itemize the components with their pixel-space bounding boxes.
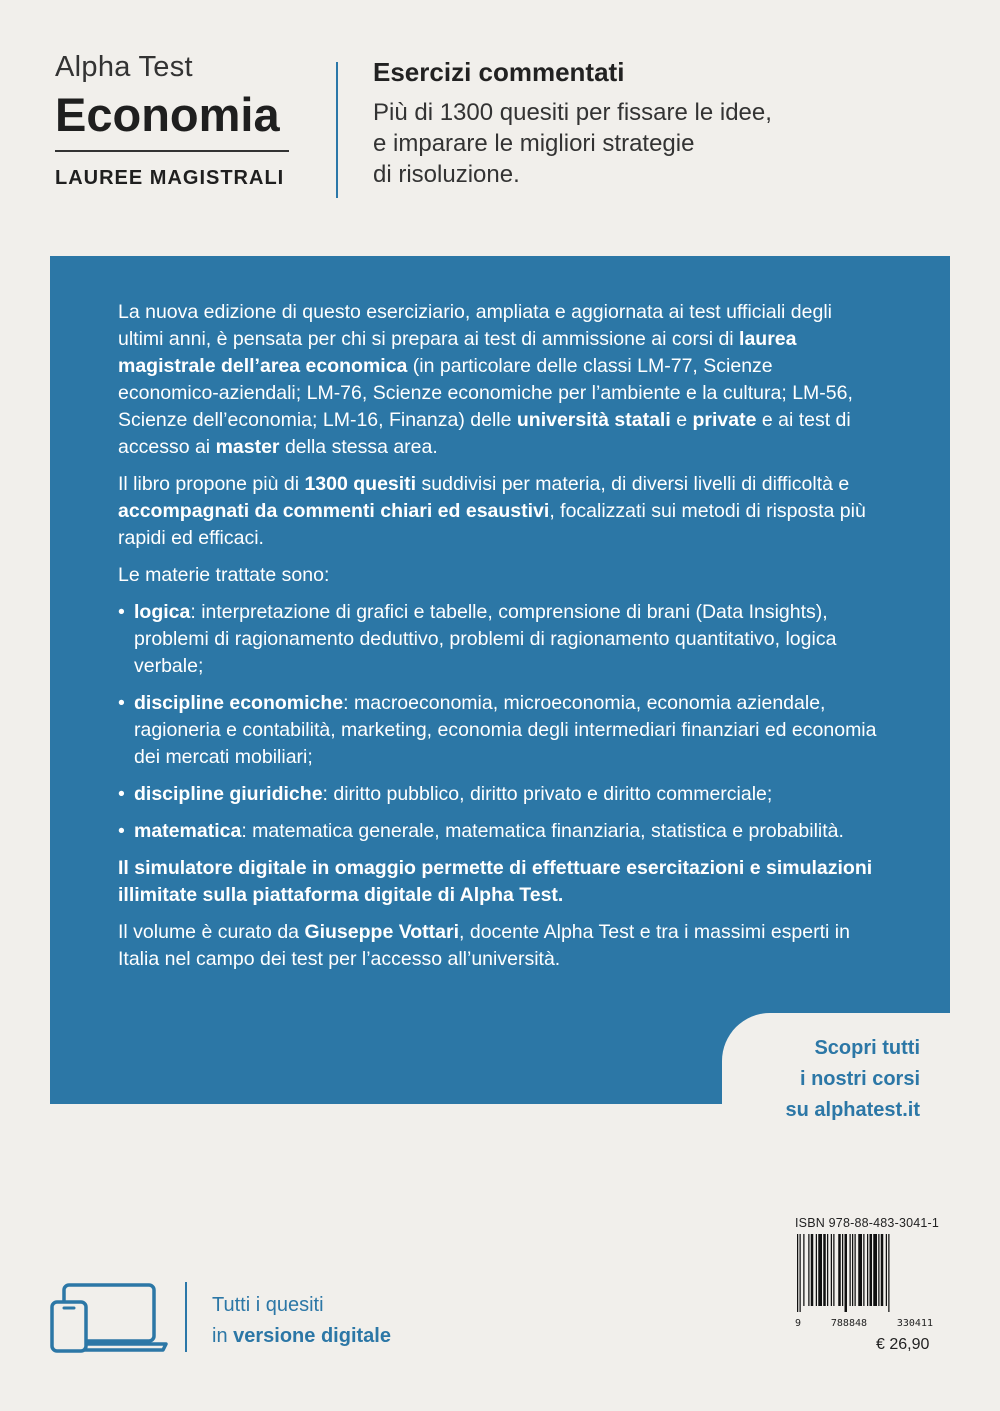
subjects-intro: Le materie trattate sono:: [118, 564, 330, 586]
barcode-digits: [795, 1318, 933, 1329]
bullet-dot: •: [118, 820, 125, 842]
list-item: [118, 781, 878, 808]
barcode-bar: [838, 1234, 841, 1306]
barcode-bar: [811, 1234, 814, 1306]
text-run: in: [212, 1325, 234, 1347]
emphasis: master: [215, 436, 280, 458]
barcode-bar: [852, 1234, 853, 1306]
digital-line: Tutti i quesiti: [212, 1294, 324, 1316]
barcode-bar: [886, 1234, 887, 1306]
emphasis: laurea magistrale dell’area economica: [118, 328, 797, 377]
barcode-bar: [870, 1234, 873, 1306]
barcode-block: [795, 1216, 945, 1329]
list-item: [118, 690, 878, 771]
tagline-line: Più di 1300 quesiti per fissare le idee,: [373, 99, 772, 126]
barcode-bar: [818, 1234, 822, 1306]
tagline-line: e imparare le migliori strategie: [373, 130, 695, 157]
text-run: La nuova edizione di questo eserciziario, ampliata e aggiornata ai test ufficiali degli ultimi anni, è pensata per chi si prepara ai test di ammissione ai corsi di: [118, 301, 832, 350]
barcode-bar: [850, 1234, 851, 1306]
text-run: , docente Alpha Test e tra i massimi esperti in Italia nel campo dei test per l’accesso all’università.: [118, 921, 850, 970]
text-run: e: [670, 409, 693, 431]
barcode-bar: [800, 1234, 801, 1312]
emphasis: università statali: [516, 409, 671, 431]
book-title: Economia: [55, 88, 280, 141]
callout-link[interactable]: su alphatest.it: [785, 1099, 920, 1121]
author-name: Giuseppe Vottari: [304, 921, 460, 943]
barcode-digit-group: 9: [795, 1318, 802, 1329]
text-run: suddivisi per materia, di diversi livelli di difficoltà e: [416, 473, 850, 495]
barcode-digit-group: 788848: [830, 1318, 868, 1329]
text-run: della stessa area.: [279, 436, 438, 458]
barcode-bar: [842, 1234, 843, 1306]
brand-block: [55, 50, 295, 190]
emphasis: private: [692, 409, 757, 431]
intro-paragraph: [118, 299, 878, 461]
website-callout[interactable]: [722, 1013, 950, 1121]
barcode-bar: [878, 1234, 879, 1306]
text-run: Il volume è curato da: [118, 921, 305, 943]
subject-description: : macroeconomia, microeconomia, economia aziendale, ragioneria e contabilità, marketing, economia degli intermediari finanziari ed economia dei mercati mobiliari;: [134, 692, 877, 768]
title-rule: [55, 150, 289, 152]
subjects-list: [118, 599, 878, 845]
barcode-bar: [855, 1234, 856, 1306]
bullet-dot: •: [118, 783, 125, 805]
footer-divider: [185, 1282, 187, 1352]
emphasis: versione digitale: [233, 1325, 391, 1347]
barcode-digit-group: 330411: [896, 1318, 933, 1329]
barcode-bar: [873, 1234, 877, 1306]
subject-description: : interpretazione di grafici e tabelle, comprensione di brani (Data Insights), problemi di ragionamento deduttivo, problemi di ragionamento quantitativo, logica verbale;: [134, 601, 837, 677]
header-divider: [336, 62, 338, 198]
barcode-bar: [816, 1234, 817, 1306]
emphasis: accompagnati da commenti chiari ed esaustivi: [118, 500, 550, 522]
subject-term: matematica: [134, 820, 242, 842]
tagline-block: [373, 55, 933, 190]
text-run: (in particolare delle classi LM-77, Scienze economico-aziendali; LM-76, Scienze economiche per l’ambiente e la cultura; LM-56, Scienze dell’economia; LM-16, Finanza) delle: [118, 355, 853, 431]
digital-version-note: [212, 1290, 391, 1352]
text-run: e ai test di accesso ai: [118, 409, 851, 458]
barcode-bar: [845, 1234, 848, 1312]
tagline-text: [373, 97, 933, 190]
isbn-number: ISBN 978-88-483-3041-1: [795, 1216, 940, 1230]
barcode-bar: [803, 1234, 804, 1306]
barcode-bar: [881, 1234, 884, 1306]
barcode-bar: [797, 1234, 798, 1312]
barcode-bar: [827, 1234, 828, 1306]
subject-term: discipline economiche: [134, 692, 344, 714]
contents-paragraph: [118, 471, 878, 552]
subject-description: : diritto pubblico, diritto privato e diritto commerciale;: [322, 783, 773, 805]
list-item: [118, 599, 878, 680]
barcode-bar: [863, 1234, 864, 1306]
callout-line: Scopri tutti: [814, 1037, 920, 1059]
bullet-dot: •: [118, 692, 125, 714]
tagline-heading: Esercizi commentati: [373, 57, 625, 87]
text-run: Il libro propone più di: [118, 473, 305, 495]
barcode-bar: [867, 1234, 868, 1306]
barcode-bar: [833, 1234, 834, 1306]
devices-icon: [50, 1282, 170, 1354]
emphasis: 1300 quesiti: [304, 473, 417, 495]
simulator-paragraph: Il simulatore digitale in omaggio permette di effettuare esercitazioni e simulazioni illimitate sulla piattaforma digitale di Alpha Test.: [118, 857, 873, 906]
subject-term: discipline giuridiche: [134, 783, 323, 805]
subject-description: : matematica generale, matematica finanziaria, statistica e probabilità.: [241, 820, 844, 842]
tagline-line: di risoluzione.: [373, 161, 520, 188]
digital-line: [212, 1321, 391, 1352]
bullet-dot: •: [118, 601, 125, 623]
barcode-bar: [831, 1234, 832, 1306]
barcode-bar: [858, 1234, 862, 1306]
description-panel: [50, 256, 950, 1121]
list-item: [118, 818, 878, 845]
barcode-bar: [808, 1234, 809, 1306]
book-subtitle: LAUREE MAGISTRALI: [55, 167, 285, 189]
callout-line: i nostri corsi: [799, 1068, 920, 1090]
series-name: Alpha Test: [55, 51, 193, 83]
subject-term: logica: [134, 601, 191, 623]
barcode-image: [795, 1234, 935, 1312]
price: € 26,90: [876, 1336, 930, 1353]
author-paragraph: [118, 919, 878, 973]
description-text: [118, 299, 878, 983]
barcode-bar: [823, 1234, 826, 1306]
text-run: , focalizzati sui metodi di risposta più rapidi ed efficaci.: [118, 500, 866, 549]
barcode-bar: [888, 1234, 889, 1312]
